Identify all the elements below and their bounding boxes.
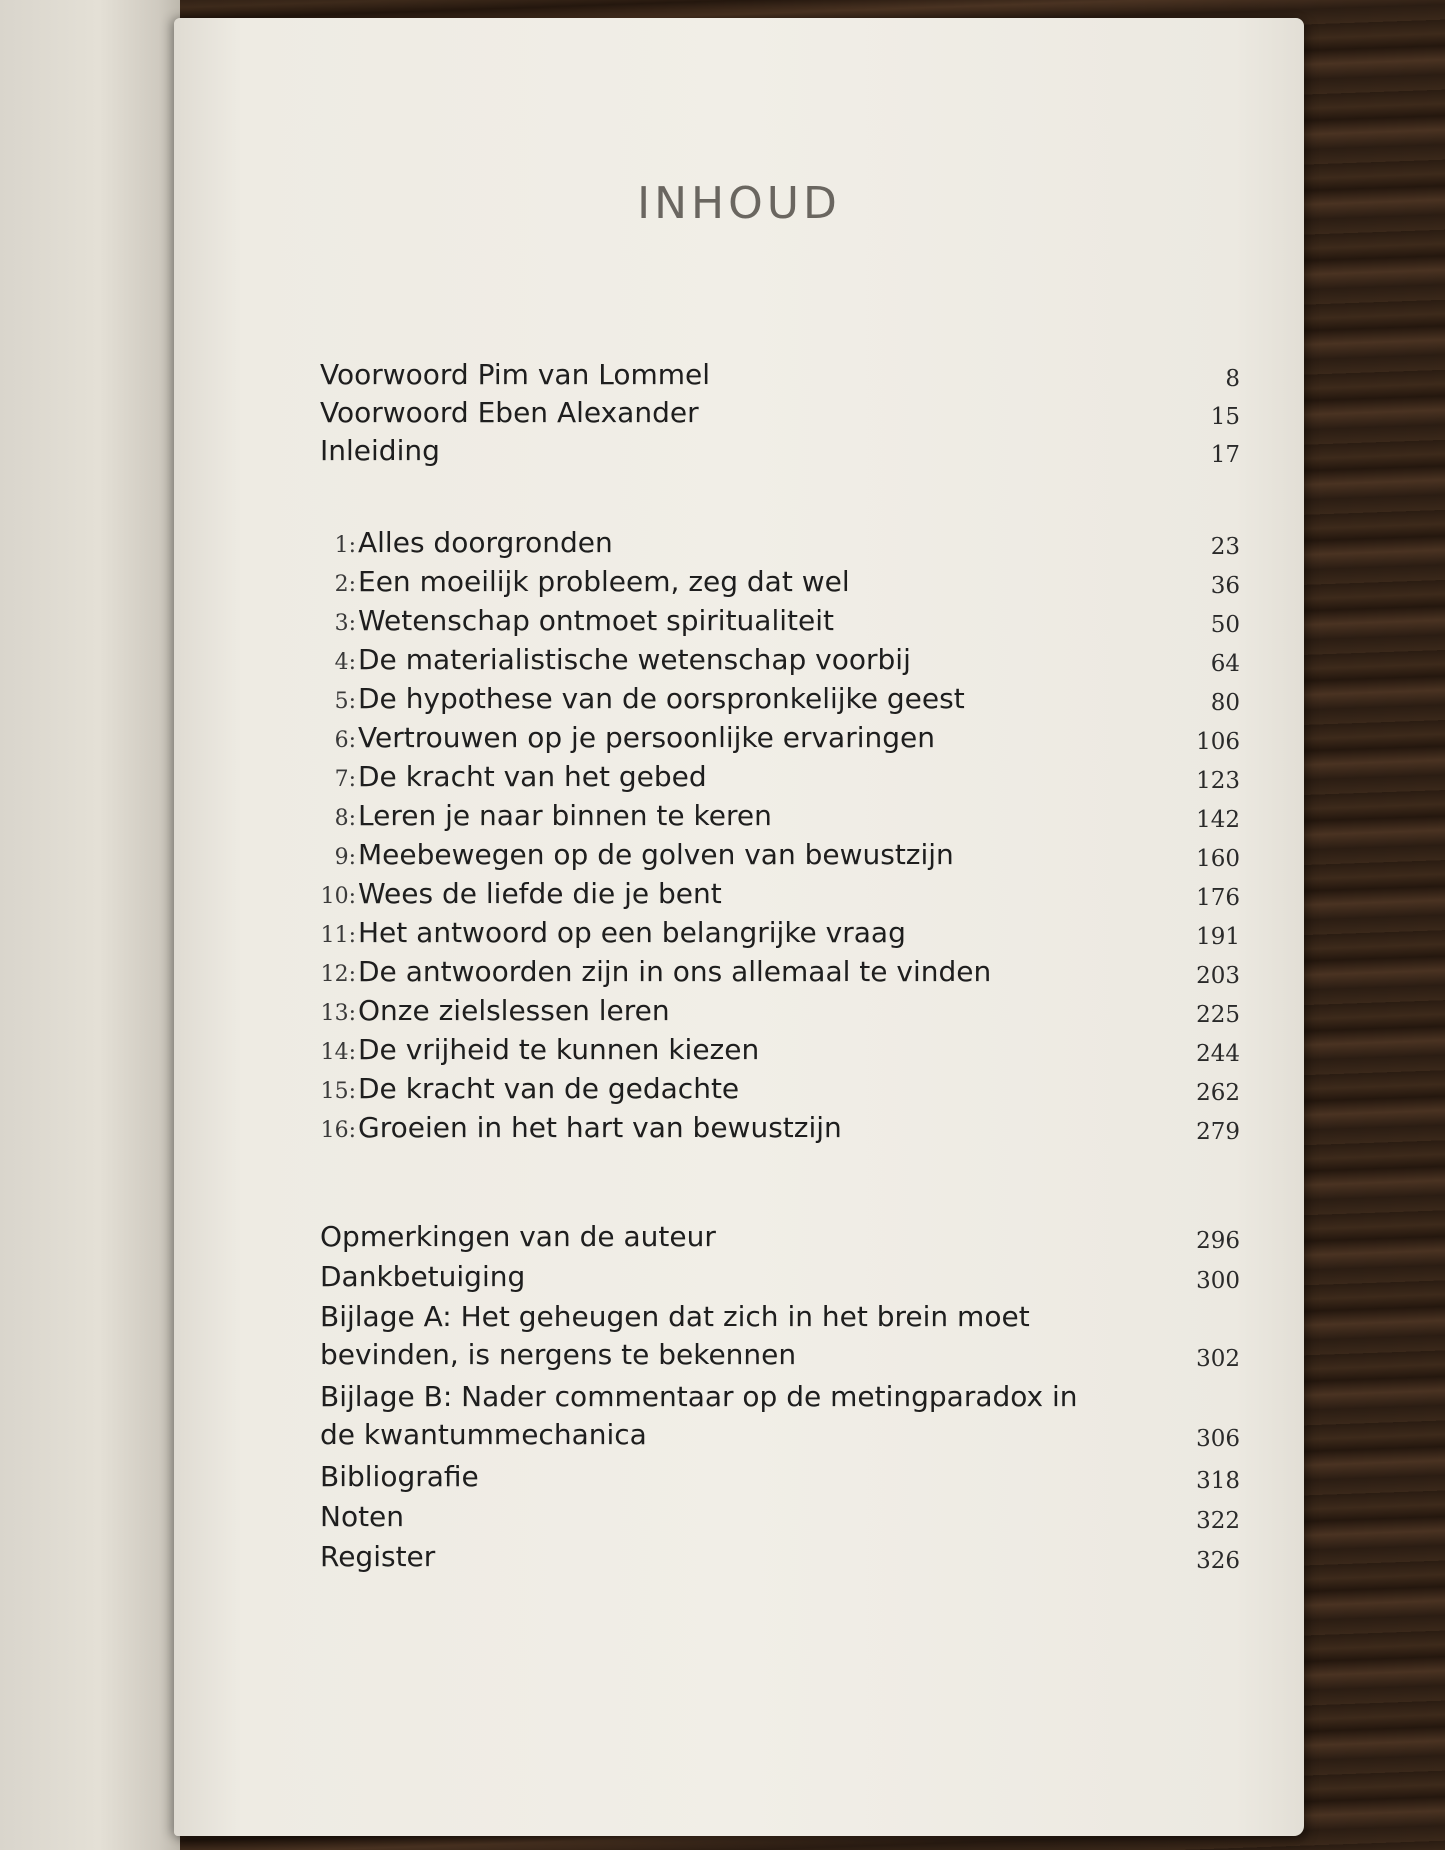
chapter-title: Meebewegen op de golven van bewustzijn bbox=[358, 838, 954, 871]
chapter-page: 23 bbox=[1210, 534, 1240, 560]
toc-entry-label: Opmerkingen van de auteur bbox=[320, 1220, 716, 1253]
chapter-number: 14: bbox=[320, 1040, 356, 1065]
toc-entry-page: 296 bbox=[1196, 1228, 1240, 1254]
facing-page bbox=[0, 0, 180, 1850]
toc-entry-label: Bibliografie bbox=[320, 1460, 479, 1493]
toc-entry-label: Voorwoord Pim van Lommel bbox=[320, 358, 711, 391]
chapter-page: 191 bbox=[1196, 924, 1240, 950]
toc-entry bbox=[320, 394, 1240, 434]
chapter-title: Groeien in het hart van bewustzijn bbox=[358, 1111, 842, 1144]
toc-entry bbox=[320, 1298, 1240, 1378]
toc-entry bbox=[320, 1258, 1240, 1298]
toc-entry-label: Register bbox=[320, 1540, 436, 1573]
chapter-title: Het antwoord op een belangrijke vraag bbox=[358, 916, 906, 949]
chapter-page: 225 bbox=[1196, 1002, 1240, 1028]
chapter-title: Wees de liefde die je bent bbox=[358, 877, 722, 910]
chapter-page: 203 bbox=[1196, 963, 1240, 989]
page-title: INHOUD bbox=[637, 178, 841, 229]
chapter-title: Vertrouwen op je persoonlijke ervaringen bbox=[358, 721, 935, 754]
chapter-page: 36 bbox=[1210, 573, 1240, 599]
chapter-number: 7: bbox=[334, 767, 356, 792]
chapter-number: 15: bbox=[320, 1079, 356, 1104]
toc-entry-page: 15 bbox=[1210, 404, 1240, 430]
toc-chapter bbox=[320, 719, 1240, 759]
chapter-title: De hypothese van de oorspronkelijke geest bbox=[358, 682, 965, 715]
chapter-title: De antwoorden zijn in ons allemaal te vinden bbox=[358, 955, 992, 988]
chapter-number: 1: bbox=[334, 533, 356, 558]
toc-entry-page: 8 bbox=[1225, 366, 1240, 392]
toc-chapter bbox=[320, 914, 1240, 954]
chapter-page: 244 bbox=[1196, 1041, 1240, 1067]
toc-chapter bbox=[320, 836, 1240, 876]
chapter-title: Wetenschap ontmoet spiritualiteit bbox=[358, 604, 834, 637]
toc-entry-page: 17 bbox=[1210, 442, 1240, 468]
chapter-page: 50 bbox=[1210, 612, 1240, 638]
chapter-title: Een moeilijk probleem, zeg dat wel bbox=[358, 565, 850, 598]
toc-chapter bbox=[320, 602, 1240, 642]
chapter-number: 6: bbox=[334, 728, 356, 753]
toc-chapter bbox=[320, 1070, 1240, 1110]
toc-entry bbox=[320, 1458, 1240, 1498]
toc-chapter bbox=[320, 953, 1240, 993]
chapter-title: De materialistische wetenschap voorbij bbox=[358, 643, 911, 676]
chapter-number: 4: bbox=[334, 650, 356, 675]
chapter-page: 176 bbox=[1196, 885, 1240, 911]
chapter-page: 160 bbox=[1196, 846, 1240, 872]
toc-chapter bbox=[320, 641, 1240, 681]
toc-entry-page: 318 bbox=[1196, 1468, 1240, 1494]
toc-entry-label: Dankbetuiging bbox=[320, 1260, 526, 1293]
chapter-number: 11: bbox=[320, 923, 356, 948]
toc-chapter bbox=[320, 797, 1240, 837]
chapter-number: 3: bbox=[334, 611, 356, 636]
toc-entry bbox=[320, 1378, 1240, 1458]
toc-entry-label: Bijlage A: Het geheugen dat zich in het brein moet bevinden, is nergens te bekennen bbox=[320, 1300, 1030, 1371]
toc-entry bbox=[320, 1538, 1240, 1578]
toc-chapter bbox=[320, 1031, 1240, 1071]
chapter-number: 16: bbox=[320, 1118, 356, 1143]
chapter-page: 262 bbox=[1196, 1080, 1240, 1106]
toc-entry-page: 300 bbox=[1196, 1268, 1240, 1294]
chapter-page: 142 bbox=[1196, 807, 1240, 833]
chapter-title: De vrijheid te kunnen kiezen bbox=[358, 1033, 760, 1066]
chapter-number: 9: bbox=[334, 845, 356, 870]
toc-chapter bbox=[320, 875, 1240, 915]
chapter-title: De kracht van het gebed bbox=[358, 760, 707, 793]
chapter-number: 10: bbox=[320, 884, 356, 909]
book-page bbox=[174, 18, 1304, 1836]
toc-entry bbox=[320, 356, 1240, 396]
toc-entry-page: 302 bbox=[1196, 1346, 1240, 1372]
toc-entry-label: Bijlage B: Nader commentaar op de metingparadox in de kwantummechanica bbox=[320, 1380, 1078, 1451]
chapter-title: De kracht van de gedachte bbox=[358, 1072, 740, 1105]
toc-chapter bbox=[320, 992, 1240, 1032]
toc-chapter bbox=[320, 680, 1240, 720]
toc-entry-label: Noten bbox=[320, 1500, 405, 1533]
toc-chapter bbox=[320, 524, 1240, 564]
toc-entry bbox=[320, 432, 1240, 472]
chapter-page: 106 bbox=[1196, 729, 1240, 755]
toc-entry-page: 326 bbox=[1196, 1548, 1240, 1574]
chapter-number: 13: bbox=[320, 1001, 356, 1026]
chapter-title: Leren je naar binnen te keren bbox=[358, 799, 772, 832]
chapter-page: 279 bbox=[1196, 1119, 1240, 1145]
toc-chapter bbox=[320, 563, 1240, 603]
toc-entry bbox=[320, 1218, 1240, 1258]
chapter-page: 80 bbox=[1210, 690, 1240, 716]
chapter-number: 2: bbox=[334, 572, 356, 597]
toc-entry-page: 322 bbox=[1196, 1508, 1240, 1534]
toc-entry bbox=[320, 1498, 1240, 1538]
toc-chapter bbox=[320, 1109, 1240, 1149]
toc-entry-label: Inleiding bbox=[320, 434, 440, 467]
toc-entry-page: 306 bbox=[1196, 1426, 1240, 1452]
chapter-title: Onze zielslessen leren bbox=[358, 994, 670, 1027]
toc-entry-label: Voorwoord Eben Alexander bbox=[320, 396, 699, 429]
chapter-number: 5: bbox=[334, 689, 356, 714]
chapter-title: Alles doorgronden bbox=[358, 526, 613, 559]
chapter-number: 8: bbox=[334, 806, 356, 831]
chapter-page: 64 bbox=[1210, 651, 1240, 677]
chapter-number: 12: bbox=[320, 962, 356, 987]
toc-chapter bbox=[320, 758, 1240, 798]
chapter-page: 123 bbox=[1196, 768, 1240, 794]
